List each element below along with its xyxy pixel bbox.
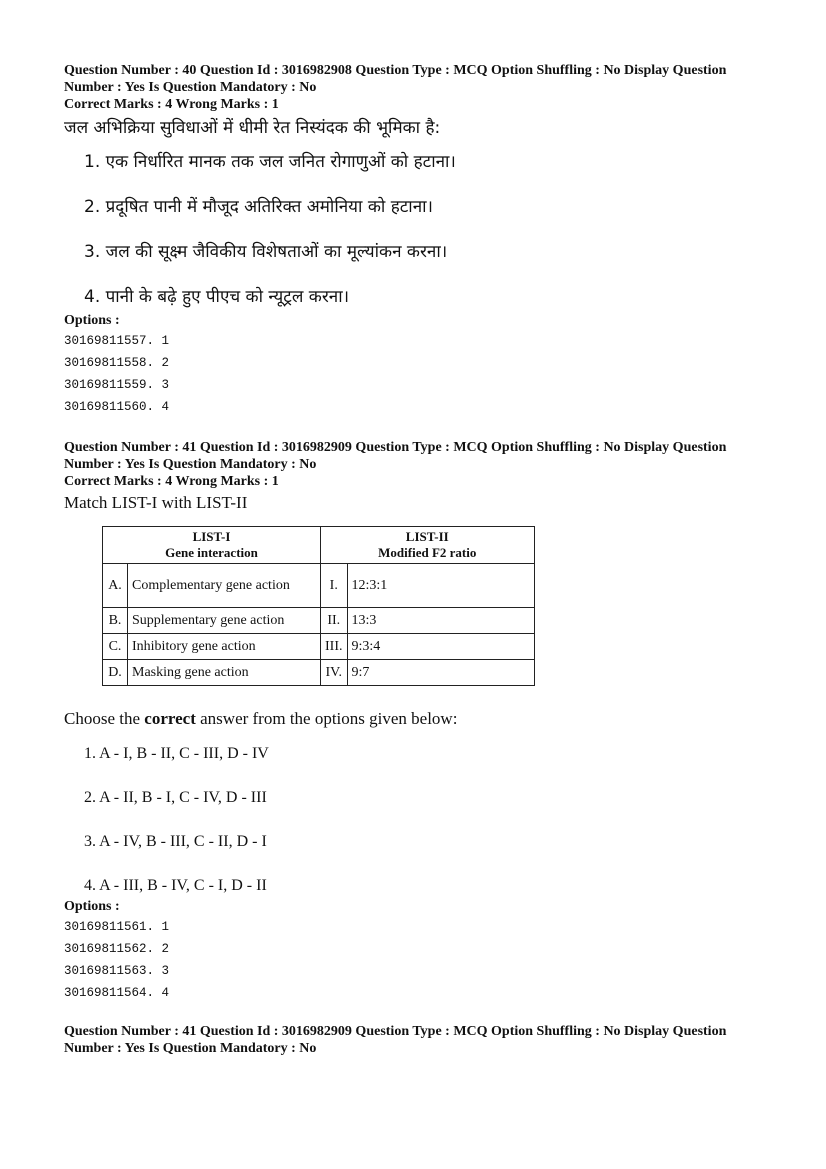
- question-meta: [64, 62, 764, 113]
- list-1-cell: Masking gene action: [128, 660, 321, 686]
- meta-line-1: Question Number : 41 Question Id : 3016982909 Question Type : MCQ Option Shuffling : No Display Question: [64, 1024, 727, 1039]
- option-id: 30169811559. 3: [64, 378, 170, 392]
- table-row: [103, 634, 535, 660]
- row-label: D.: [103, 660, 128, 686]
- marks-line: Correct Marks : 4 Wrong Marks : 1: [64, 474, 279, 489]
- list-1-cell: Inhibitory gene action: [128, 634, 321, 660]
- question-40: [64, 62, 764, 421]
- list-2-cell: 13:3: [347, 608, 534, 634]
- row-label: C.: [103, 634, 128, 660]
- table-row: [103, 660, 535, 686]
- list-1-cell: Complementary gene action: [128, 564, 321, 608]
- choice-2: 2. A - II, B - I, C - IV, D - III: [84, 789, 267, 806]
- question-text: Match LIST-I with LIST-II: [64, 493, 248, 512]
- list-2-cell: 9:7: [347, 660, 534, 686]
- question-41-repeat: [64, 1023, 764, 1057]
- row-label: III.: [321, 634, 348, 660]
- meta-line-2: Number : Yes Is Question Mandatory : No: [64, 80, 317, 95]
- option-id: 30169811561. 1: [64, 920, 170, 934]
- list-2-header: LIST-II Modified F2 ratio: [321, 527, 535, 564]
- instruction-text: Choose the correct answer from the options given below:: [64, 709, 458, 728]
- meta-line-2: Number : Yes Is Question Mandatory : No: [64, 457, 317, 472]
- match-table: [102, 526, 535, 686]
- meta-line-1: Question Number : 40 Question Id : 3016982908 Question Type : MCQ Option Shuffling : No Display Question: [64, 63, 727, 78]
- list-1-header: LIST-I Gene interaction: [103, 527, 321, 564]
- marks-line: Correct Marks : 4 Wrong Marks : 1: [64, 97, 279, 112]
- choice-2: 2. प्रदूषित पानी में मौजूद अतिरिक्त अमोनिया को हटाना।: [84, 197, 433, 217]
- table-row: [103, 608, 535, 634]
- option-id: 30169811563. 3: [64, 964, 170, 978]
- choice-4: 4. A - III, B - IV, C - I, D - II: [84, 877, 267, 894]
- question-41: [64, 439, 764, 1007]
- row-label: I.: [321, 564, 348, 608]
- choice-1: 1. एक निर्धारित मानक तक जल जनित रोगाणुओं को हटाना।: [84, 152, 456, 172]
- document-page: [64, 62, 764, 1057]
- options-label: Options :: [64, 313, 120, 328]
- meta-line-1: Question Number : 41 Question Id : 3016982909 Question Type : MCQ Option Shuffling : No Display Question: [64, 440, 727, 455]
- row-label: B.: [103, 608, 128, 634]
- option-id: 30169811558. 2: [64, 356, 170, 370]
- choice-3: 3. जल की सूक्ष्म जैविकीय विशेषताओं का मूल्यांकन करना।: [84, 242, 448, 262]
- list-2-cell: 9:3:4: [347, 634, 534, 660]
- option-id: 30169811560. 4: [64, 400, 170, 414]
- question-text: जल अभिक्रिया सुविधाओं में धीमी रेत निस्यंदक की भूमिका है:: [64, 118, 441, 138]
- choice-4: 4. पानी के बढ़े हुए पीएच को न्यूट्रल करना।: [84, 287, 350, 307]
- options-label: Options :: [64, 899, 120, 914]
- list-1-cell: Supplementary gene action: [128, 608, 321, 634]
- row-label: II.: [321, 608, 348, 634]
- question-meta: [64, 439, 764, 490]
- choice-3: 3. A - IV, B - III, C - II, D - I: [84, 833, 267, 850]
- list-2-cell: 12:3:1: [347, 564, 534, 608]
- row-label: IV.: [321, 660, 348, 686]
- meta-line-2: Number : Yes Is Question Mandatory : No: [64, 1041, 317, 1056]
- option-id: 30169811562. 2: [64, 942, 170, 956]
- option-id: 30169811557. 1: [64, 334, 170, 348]
- table-row: [103, 564, 535, 608]
- option-id: 30169811564. 4: [64, 986, 170, 1000]
- choice-1: 1. A - I, B - II, C - III, D - IV: [84, 745, 269, 762]
- table-header-row: [103, 527, 535, 564]
- question-meta: [64, 1023, 764, 1057]
- row-label: A.: [103, 564, 128, 608]
